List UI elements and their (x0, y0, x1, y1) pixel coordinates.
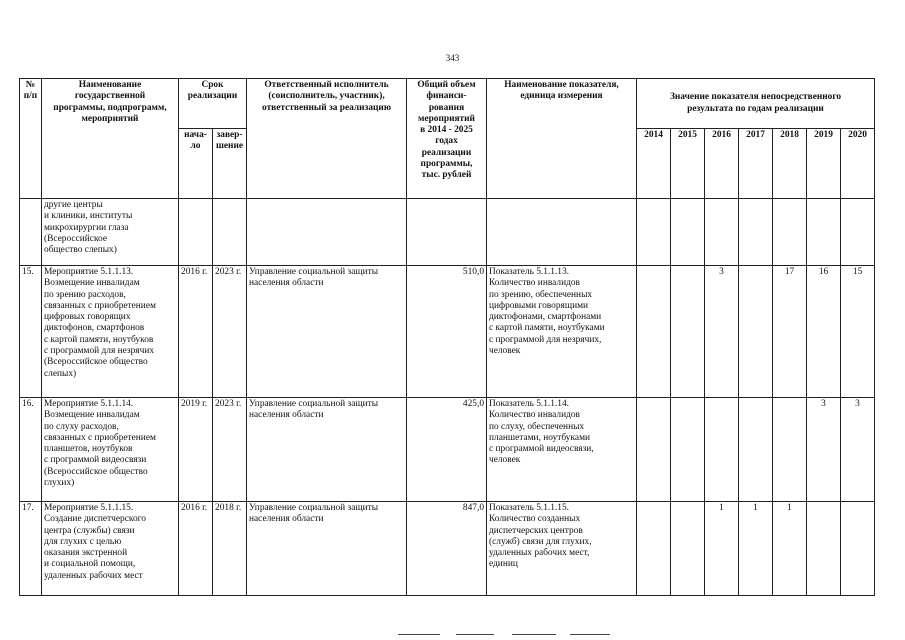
row-value-2017: 1 (739, 502, 773, 596)
row-value-2017 (739, 266, 773, 398)
page-number: 343 (445, 53, 460, 63)
row-value-2020 (841, 199, 875, 266)
header-year-2014: 2014 (637, 129, 671, 199)
row-value-2015 (671, 266, 705, 398)
row-indicator: Показатель 5.1.1.15. Количество созданных диспетчерских центров (служб) связи для глухих, удаленных рабочих мест, единиц (487, 502, 637, 596)
row-value-2014 (637, 398, 671, 502)
table-row (20, 266, 875, 398)
row-end: 2023 г. (213, 398, 247, 502)
header-indicator: Наименование показателя, единица измерения (487, 79, 637, 199)
table-row (20, 502, 875, 596)
row-value-2019: 16 (807, 266, 841, 398)
row-value-2020: 3 (841, 398, 875, 502)
row-value-2015 (671, 398, 705, 502)
row-name: Мероприятие 5.1.1.15. Создание диспетчерского центра (службы) связи для глухих с целью оказания экстренной и социальной помощи, удаленных рабочих мест (42, 502, 179, 596)
row-executor: Управление социальной защиты населения области (247, 502, 407, 596)
row-value-2018: 1 (773, 502, 807, 596)
row-value-2016 (705, 398, 739, 502)
row-indicator: Показатель 5.1.1.14. Количество инвалидов по слуху, обеспеченных планшетами, ноутбуками с программой видеосвязи, человек (487, 398, 637, 502)
row-value-2016: 3 (705, 266, 739, 398)
row-start: 2016 г. (179, 502, 213, 596)
row-num (20, 199, 42, 266)
table-row (20, 199, 875, 266)
row-executor (247, 199, 407, 266)
row-indicator: Показатель 5.1.1.13. Количество инвалидов по зрению, обеспеченных цифровыми говорящими диктофонами, смартфонами с картой памяти, ноутбуками с программой для незрячих, человек (487, 266, 637, 398)
row-end: 2023 г. (213, 266, 247, 398)
row-value-2020: 15 (841, 266, 875, 398)
header-year-2017: 2017 (739, 129, 773, 199)
row-value-2020 (841, 502, 875, 596)
table-row (20, 398, 875, 502)
row-value-2016 (705, 199, 739, 266)
header-year-2020: 2020 (841, 129, 875, 199)
row-value-2019: 3 (807, 398, 841, 502)
row-name: другие центры и клиники, институты микрохирургии глаза (Всероссийское общество слепых) (42, 199, 179, 266)
row-volume (407, 199, 487, 266)
row-start: 2019 г. (179, 398, 213, 502)
header-term-start: нача- ло (179, 129, 213, 199)
row-value-2018: 17 (773, 266, 807, 398)
row-indicator (487, 199, 637, 266)
row-value-2016: 1 (705, 502, 739, 596)
row-executor: Управление социальной защиты населения области (247, 266, 407, 398)
row-value-2014 (637, 266, 671, 398)
header-term-end: завер- шение (213, 129, 247, 199)
row-end: 2018 г. (213, 502, 247, 596)
header-year-2019: 2019 (807, 129, 841, 199)
row-value-2019 (807, 502, 841, 596)
header-executor: Ответственный исполнитель (соисполнитель, участник), ответственный за реализацию (247, 79, 407, 199)
row-start: 2016 г. (179, 266, 213, 398)
row-value-2017 (739, 398, 773, 502)
row-value-2014 (637, 502, 671, 596)
header-values: Значение показателя непосредственного результата по годам реализации (637, 79, 875, 129)
program-table (19, 78, 875, 596)
header-num: № п/п (20, 79, 42, 199)
header-year-2015: 2015 (671, 129, 705, 199)
row-num: 15. (20, 266, 42, 398)
row-name: Мероприятие 5.1.1.13. Возмещение инвалидам по зрению расходов, связанных с приобретением цифровых говорящих диктофонов, смартфонов с картой памяти, ноутбуков с программой для незрячих (Всероссийское общество слепых) (42, 266, 179, 398)
scan-artifact-lines (0, 634, 905, 638)
row-value-2017 (739, 199, 773, 266)
row-volume: 847,0 (407, 502, 487, 596)
header-term: Срок реализации (179, 79, 247, 129)
row-end (213, 199, 247, 266)
row-value-2015 (671, 502, 705, 596)
row-start (179, 199, 213, 266)
row-value-2018 (773, 398, 807, 502)
row-value-2014 (637, 199, 671, 266)
row-value-2015 (671, 199, 705, 266)
header-year-2016: 2016 (705, 129, 739, 199)
row-num: 17. (20, 502, 42, 596)
row-num: 16. (20, 398, 42, 502)
row-volume: 510,0 (407, 266, 487, 398)
row-value-2019 (807, 199, 841, 266)
header-volume: Общий объем финанси- рования мероприятий в 2014 - 2025 годах реализации программы, тыс. рублей (407, 79, 487, 199)
header-year-2018: 2018 (773, 129, 807, 199)
row-executor: Управление социальной защиты населения области (247, 398, 407, 502)
header-name: Наименование государственной программы, подпрограмм, мероприятий (42, 79, 179, 199)
row-volume: 425,0 (407, 398, 487, 502)
row-value-2018 (773, 199, 807, 266)
row-name: Мероприятие 5.1.1.14. Возмещение инвалидам по слуху расходов, связанных с приобретением планшетов, ноутбуков с программой видеосвязи (Всероссийское общество глухих) (42, 398, 179, 502)
